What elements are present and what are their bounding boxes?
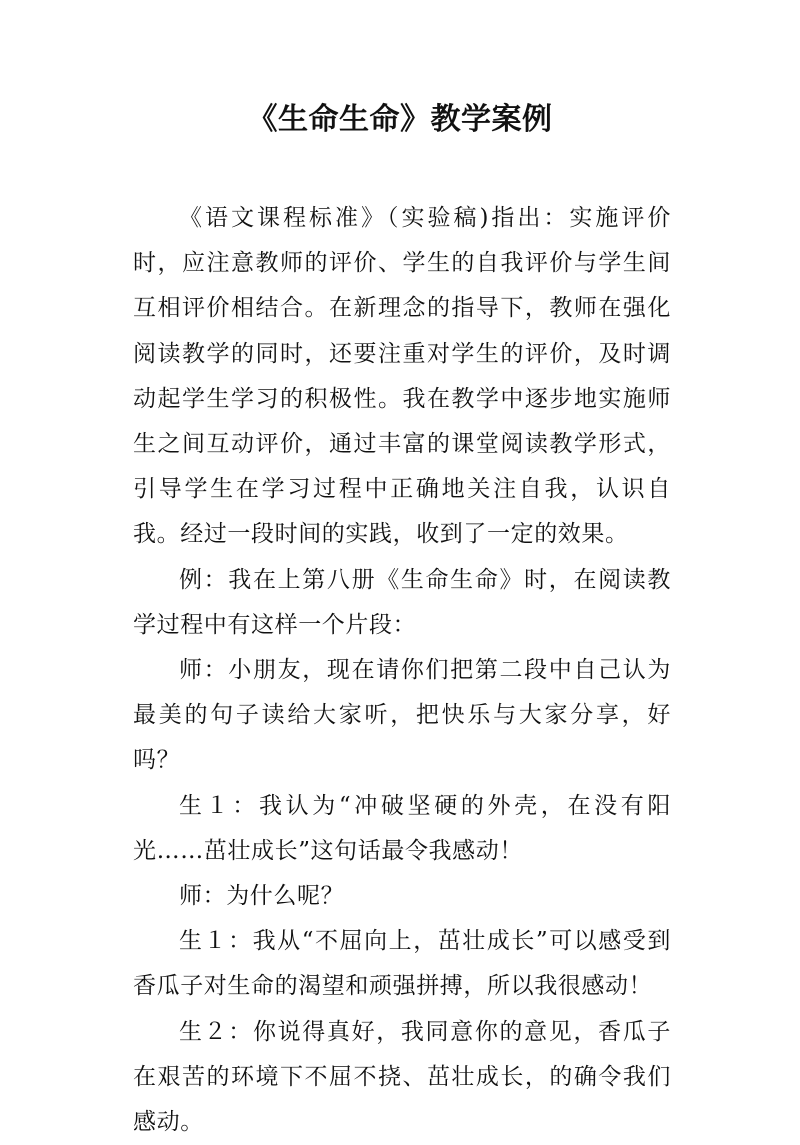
paragraph-student1-answer: 生１：我认为“冲破坚硬的外壳，在没有阳光……茁壮成长”这句话最令我感动！ xyxy=(133,792,671,864)
paragraph-student2-response: 生２：你说得真好，我同意你的意见，香瓜子在艰苦的环境下不屈不挠、茁壮成长，的确令我们感动。 xyxy=(133,1018,671,1136)
paragraph-example: 例：我在上第八册《生命生命》时，在阅读教学过程中有这样一个片段： xyxy=(133,566,671,638)
paragraph-intro: 《语文课程标准》（实验稿)指出：实施评价时，应注意教师的评价、学生的自我评价与学生间互相评价相结合。在新理念的指导下，教师在强化阅读教学的同时，还要注重对学生的评价，及时调动起学生学习的积极性。我在教学中逐步地实施师生之间互动评价，通过丰富的课堂阅读教学形式，引导学生在学习过程中正确地关注自我，认识自我。经过一段时间的实践，收到了一定的效果。 xyxy=(133,205,671,548)
paragraph-teacher-question: 师：为什么呢？ xyxy=(179,883,345,910)
document-body xyxy=(133,196,671,1145)
paragraph-student1-reason: 生１：我从“不屈向上，茁壮成长”可以感受到香瓜子对生命的渴望和顽强拼搏，所以我很感动！ xyxy=(133,928,671,1000)
paragraph-teacher-prompt: 师：小朋友，现在请你们把第二段中自己认为最美的句子读给大家听，把快乐与大家分享，好吗？ xyxy=(133,657,671,774)
document-title: 《生命生命》教学案例 xyxy=(247,102,553,137)
